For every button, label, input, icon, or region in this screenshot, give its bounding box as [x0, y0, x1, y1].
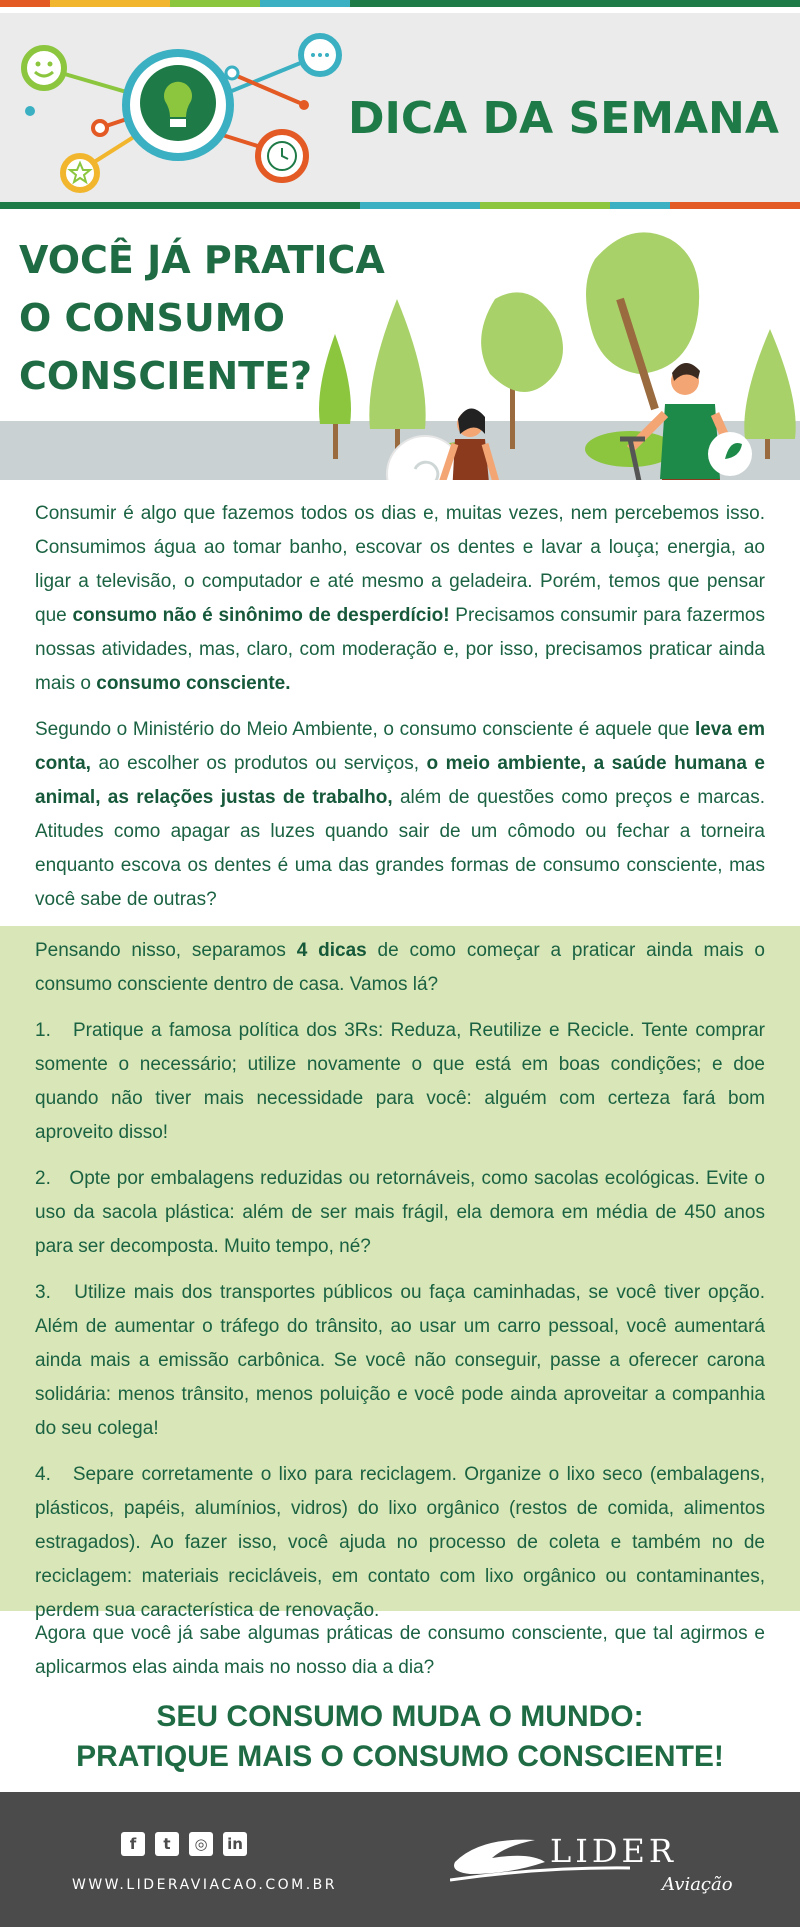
hero-title-line: CONSCIENTE?	[19, 354, 313, 398]
intro-paragraph-1: Consumir é algo que fazemos todos os dias e, muitas vezes, nem percebemos isso. Consumimos água ao tomar banho, escovar os dentes e lavar a louça; energia, ao ligar a televisão, o computador e até mesmo a geladeira. Porém, temos que pensar que consumo não é sinônimo de desperdício! Precisamos consumir para fazermos nossas atividades, mas, claro, com moderação e, por isso, precisamos praticar ainda mais o consumo consciente.	[35, 503, 765, 694]
tip-number: 4.	[35, 1464, 51, 1485]
hero-title-line: O CONSUMO	[19, 296, 285, 340]
slogan-line: PRATIQUE MAIS O CONSUMO CONSCIENTE!	[76, 1740, 724, 1773]
lightbulb-icon	[126, 53, 230, 157]
slogan-line: SEU CONSUMO MUDA O MUNDO:	[156, 1700, 644, 1733]
hero-title-line: VOCÊ JÁ PRATICA	[19, 238, 385, 282]
clock-icon	[258, 132, 306, 180]
tip-item	[35, 1162, 765, 1264]
top-color-stripe	[0, 0, 800, 13]
intro-paragraph-2: Segundo o Ministério do Meio Ambiente, o consumo consciente é aquele que leva em conta, ao escolher os produtos ou serviços, o meio ambiente, a saúde humana e animal, as relações justas de trabalho, além de questões como preços e marcas. Atitudes como apagar as luzes quando sair de um cômodo ou fechar a torneira enquanto escova os dentes é uma das grandes formas de consumo consciente, mas você sabe de outras?	[35, 719, 765, 910]
linkedin-icon[interactable]: in	[223, 1832, 247, 1856]
star-icon	[63, 156, 97, 190]
tip-text: Separe corretamente o lixo para reciclagem. Organize o lixo seco (embalagens, plásticos, papéis, alumínios, vidros) do lixo orgânico (restos de comida, alimentos estragados). Ao fazer isso, você ajuda no processo de coleta e também no de reciclagem: materiais recicláveis, em contato com lixo orgânico ou contaminantes, perdem sua característica de renovação.	[35, 1464, 765, 1621]
intro-section	[35, 497, 765, 929]
slogan	[0, 1697, 800, 1777]
tips-lead: Pensando nisso, separamos 4 dicas de como começar a praticar ainda mais o consumo consciente dentro de casa. Vamos lá?	[35, 940, 765, 995]
tip-item	[35, 1276, 765, 1446]
lider-aviacao-logo	[450, 1822, 740, 1902]
hero	[0, 209, 800, 480]
tip-text: Pratique a famosa política dos 3Rs: Reduza, Reutilize e Recicle. Tente comprar somente o necessário; utilize novamente o que está em boas condições; e doe quando não tiver mais necessidade para você: alguém com certeza fará bom aproveito disso!	[35, 1020, 765, 1143]
website-link[interactable]: WWW.LIDERAVIACAO.COM.BR	[72, 1877, 337, 1893]
tip-item	[35, 1458, 765, 1628]
smiley-icon	[24, 48, 64, 88]
section-title: DICA DA SEMANA	[348, 93, 779, 144]
twitter-icon[interactable]: t	[155, 1832, 179, 1856]
footer	[0, 1792, 800, 1927]
chat-bubble-icon	[301, 36, 339, 74]
logo-subtitle: Aviação	[662, 1874, 733, 1895]
tip-text: Opte por embalagens reduzidas ou retornáveis, como sacolas ecológicas. Evite o uso da sacola plástica: além de ser mais frágil, ela demora em média de 450 anos para ser decomposta. Muito tempo, né?	[35, 1168, 765, 1257]
tip-number: 3.	[35, 1282, 51, 1303]
closing-paragraph: Agora que você já sabe algumas práticas de consumo consciente, que tal agirmos e aplicarmos elas ainda mais no nosso dia a dia?	[35, 1623, 765, 1678]
tip-item	[35, 1014, 765, 1150]
tips-content	[35, 934, 765, 1640]
hero-title	[19, 231, 385, 405]
tip-number: 1.	[35, 1020, 51, 1041]
facebook-icon[interactable]: f	[121, 1832, 145, 1856]
tip-text: Utilize mais dos transportes públicos ou faça caminhadas, se você tiver opção. Além de aumentar o tráfego do trânsito, ao usar um carro pessoal, você aumentará ainda mais a emissão carbônica. Se você não conseguir, passe a oferecer carona solidária: menos trânsito, menos poluição e você pode ainda aproveitar a companhia do seu colega!	[35, 1282, 765, 1439]
tips-section	[0, 926, 800, 1621]
logo-wordmark: LIDER	[550, 1832, 677, 1870]
social-links	[121, 1832, 247, 1856]
instagram-icon[interactable]: ◎	[189, 1832, 213, 1856]
tip-number: 2.	[35, 1168, 51, 1189]
